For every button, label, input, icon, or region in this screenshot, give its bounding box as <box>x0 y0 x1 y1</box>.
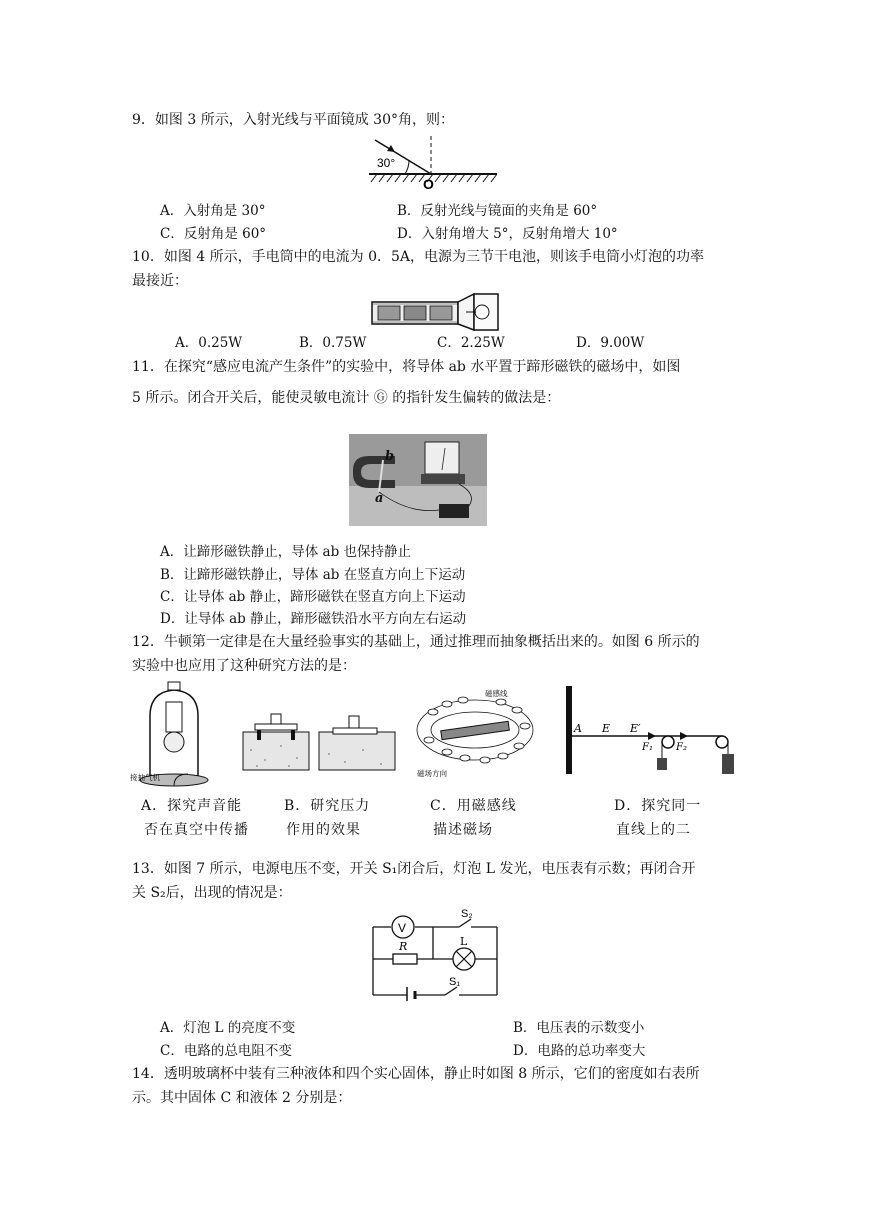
q9-option-a[interactable]: A．入射角是 30° <box>160 203 266 219</box>
bulb-icon <box>475 305 489 319</box>
voltmeter-label: V <box>398 921 407 935</box>
q14-stem-line2: 示。其中固体 C 和液体 2 分别是： <box>132 1090 352 1106</box>
q10-option-a[interactable]: A．0.25W <box>175 335 243 351</box>
q10-flashlight-figure <box>370 292 502 332</box>
bar-magnet-icon <box>441 721 510 739</box>
q12-pressure-figure <box>241 710 406 772</box>
q12-option-c-line1[interactable]: C．用磁感线 <box>430 798 517 814</box>
label-a: a <box>375 491 384 506</box>
q10-option-c[interactable]: C．2.25W <box>437 335 505 351</box>
q13-option-d[interactable]: D．电路的总功率变大 <box>513 1043 646 1059</box>
label-F1: F₁ <box>642 742 653 753</box>
q12-option-b-line1[interactable]: B．研究压力 <box>284 798 371 814</box>
switch-s2-label: S₂ <box>461 908 473 920</box>
q12-stem-line1: 12．牛顿第一定律是在大量经验事实的基础上，通过推理而抽象概括出来的。如图 6 所示的 <box>132 634 700 650</box>
q13-option-b[interactable]: B．电压表的示数变小 <box>513 1020 645 1036</box>
field-direction-label: 磁场方向 <box>417 769 447 778</box>
field-line-label: 磁感线 <box>485 689 508 698</box>
q10-stem-line1: 10．如图 4 所示，手电筒中的电流为 0．5A，电源为三节干电池，则该手电筒小灯泡的功率 <box>132 249 704 265</box>
q13-stem-line2: 关 S₂后，出现的情况是： <box>132 885 292 901</box>
q11-option-c[interactable]: C．让导体 ab 静止，蹄形磁铁在竖直方向上下运动 <box>160 589 466 605</box>
q12-stem-line2: 实验中也应用了这种研究方法的是： <box>132 658 356 674</box>
weight-icon <box>271 714 281 724</box>
q12-option-d-line2[interactable]: 直线上的二 <box>616 822 691 838</box>
q13-stem-line1: 13．如图 7 所示，电源电压不变，开关 S₁闭合后，灯泡 L 发光，电压表有示数；再闭合开 <box>132 861 696 877</box>
q11-stem-line2: 5 所示。闭合开关后，能使灵敏电流计 Ⓖ 的指针发生偏转的做法是： <box>132 390 561 406</box>
q12-option-a-line1[interactable]: A．探究声音能 <box>141 798 243 814</box>
label-F2: F₂ <box>676 742 687 753</box>
q11-option-d[interactable]: D．让导体 ab 静止，蹄形磁铁沿水平方向左右运动 <box>160 611 467 627</box>
q12-option-b-line2[interactable]: 作用的效果 <box>286 822 361 838</box>
pulley-right-icon <box>716 736 728 748</box>
q9-stem: 9．如图 3 所示，入射光线与平面镜成 30°角，则： <box>132 112 454 128</box>
q9-mirror-figure <box>365 134 500 190</box>
bell-icon <box>166 702 182 732</box>
q10-option-d[interactable]: D．9.00W <box>576 335 645 351</box>
q12-bell-jar-figure <box>128 680 220 790</box>
q13-option-c[interactable]: C．电路的总电阻不变 <box>160 1043 292 1059</box>
q9-option-d[interactable]: D．入射角增大 5°，反射角增大 10° <box>397 226 618 242</box>
label-E: E <box>602 722 611 735</box>
q11-photo-figure <box>349 434 487 526</box>
pulley-left-icon <box>662 736 674 748</box>
q10-option-b[interactable]: B．0.75W <box>299 335 367 351</box>
label-b: b <box>385 449 395 464</box>
q11-stem-line1: 11．在探究“感应电流产生条件”的实验中，将导体 ab 水平置于蹄形磁铁的磁场中，如图 <box>132 359 681 375</box>
lamp-label: L <box>460 935 468 948</box>
switch-s1-label: S₁ <box>449 976 461 988</box>
q12-option-a-line2[interactable]: 否在真空中传播 <box>144 822 249 838</box>
resistor-icon <box>393 954 417 964</box>
q13-circuit-figure <box>367 907 504 1001</box>
resistor-label: R <box>399 940 408 953</box>
q11-option-b[interactable]: B．让蹄形磁铁静止，导体 ab 在竖直方向上下运动 <box>160 567 466 583</box>
q12-forces-figure <box>562 684 742 780</box>
q14-stem-line1: 14．透明玻璃杯中装有三种液体和四个实心固体，静止时如图 8 所示，它们的密度如右表所 <box>132 1066 700 1082</box>
q12-option-d-line1[interactable]: D．探究同一 <box>614 798 702 814</box>
point-label: O <box>423 176 434 190</box>
q13-option-a[interactable]: A．灯泡 L 的亮度不变 <box>160 1020 296 1036</box>
q12-option-c-line2[interactable]: 描述磁场 <box>433 822 493 838</box>
q10-stem-line2: 最接近： <box>132 273 188 289</box>
q9-option-c[interactable]: C．反射角是 60° <box>160 226 267 242</box>
label-E-prime: E′ <box>630 722 641 735</box>
label-A: A <box>574 722 582 735</box>
q12-magnetic-field-figure <box>413 688 541 778</box>
angle-label: 30° <box>377 156 396 170</box>
switch-icon <box>439 504 469 518</box>
q9-option-b[interactable]: B．反射光线与镜面的夹角是 60° <box>397 203 598 219</box>
pump-label: 接抽气机 <box>130 773 160 782</box>
q11-option-a[interactable]: A．让蹄形磁铁静止，导体 ab 也保持静止 <box>160 544 412 560</box>
